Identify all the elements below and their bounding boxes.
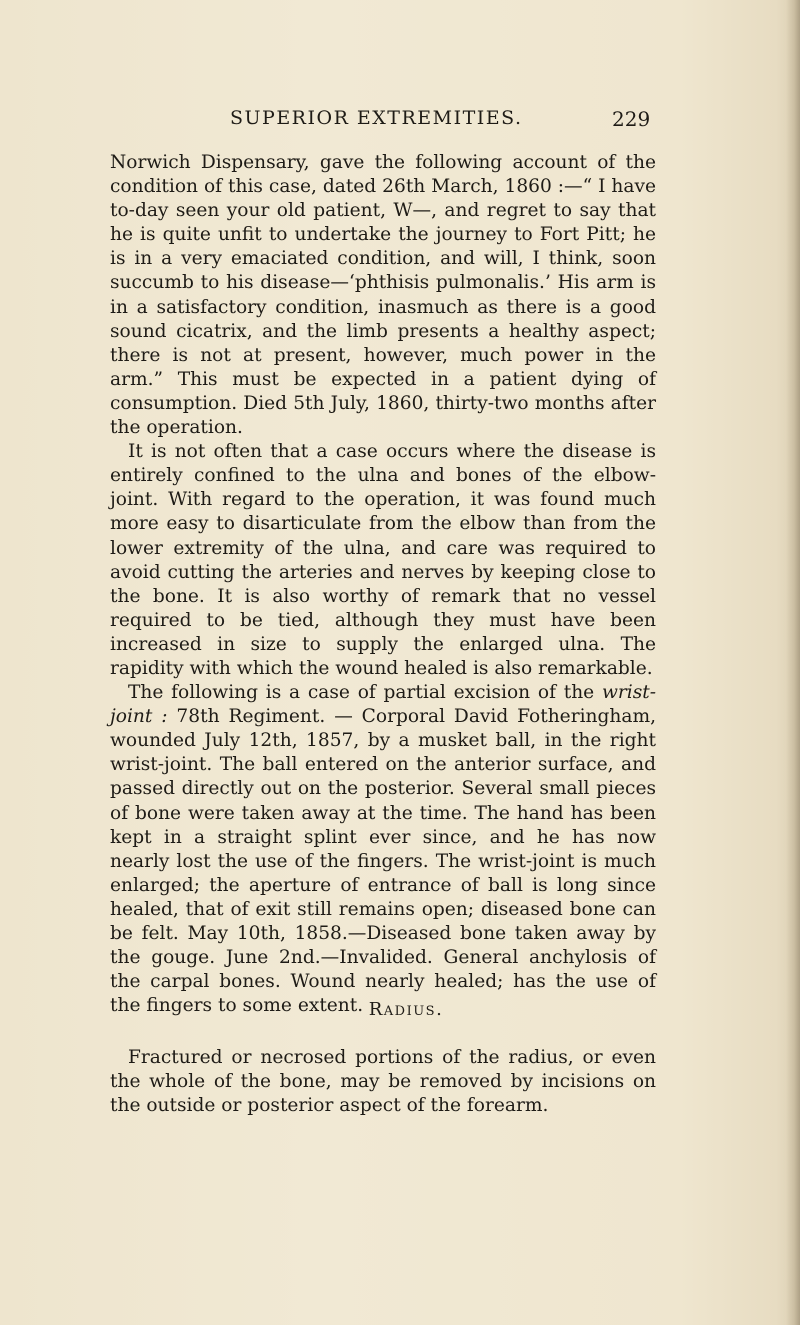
running-head: SUPERIOR EXTREMITIES. [230,107,523,129]
page-edge-shadow [786,0,800,1325]
paragraph-3-italic: wrist-joint : [110,682,656,728]
section-heading-radius: Radius. [368,999,444,1020]
section-text [110,1046,656,1118]
body-text [110,151,656,1018]
page-number: 229 [612,107,651,131]
paragraph-1: Norwich Dispensary, gave the following account of the condition of this case, dated 26th March, 1860 :—“ I have to-day seen your old patient, W—, and regret to say that he is quite unfit to undertake the journey to Fort Pitt; he is in a very emaciated condition, and will, I think, soon succumb to his disease—‘phthisis pulmonalis.’ His arm is in a satisfactory condition, inasmuch as there is a good sound cicatrix, and the limb presents a healthy aspect; there is not at present, however, much power in the arm.” This must be expected in a patient dying of consumption. Died 5th July, 1860, thirty-two months after the operation. [110,152,656,439]
paragraph-2: It is not often that a case occurs where the disease is entirely confined to the ulna and bones of the elbow-joint. With regard to the operation, it was found much more easy to disarticulate from the elbow than from the lower extremity of the ulna, and care was required to avoid cutting the arteries and nerves by keeping close to the bone. It is also worthy of remark that no vessel required to be tied, although they must have been increased in size to supply the enlarged ulna. The rapidity with which the wound healed is also remarkable. [110,441,656,679]
paragraph-3-body: 78th Regiment. — Corporal David Fotheringham, wounded July 12th, 1857, by a musket ball, in the right wrist-joint. The ball entered on the anterior surface, and passed directly out on the posterior. Several small pieces of bone were taken away at the time. The hand has been kept in a straight splint ever since, and he has now nearly lost the use of the fingers. The wrist-joint is much enlarged; the aperture of entrance of ball is long since healed, that of exit still remains open; diseased bone can be felt. May 10th, 1858.—Diseased bone taken away by the gouge. June 2nd.—Invalided. General anchylosis of the carpal bones. Wound nearly healed; has the use of the fingers to some extent. [110,706,657,1017]
paragraph-radius: Fractured or necrosed portions of the radius, or even the whole of the bone, may be removed by incisions on the outside or posterior aspect of the forearm. [110,1047,656,1117]
page-header [0,107,800,137]
paragraph-3-intro: The following is a case of partial excision of the [128,682,602,704]
paragraph-3 [110,681,656,1018]
